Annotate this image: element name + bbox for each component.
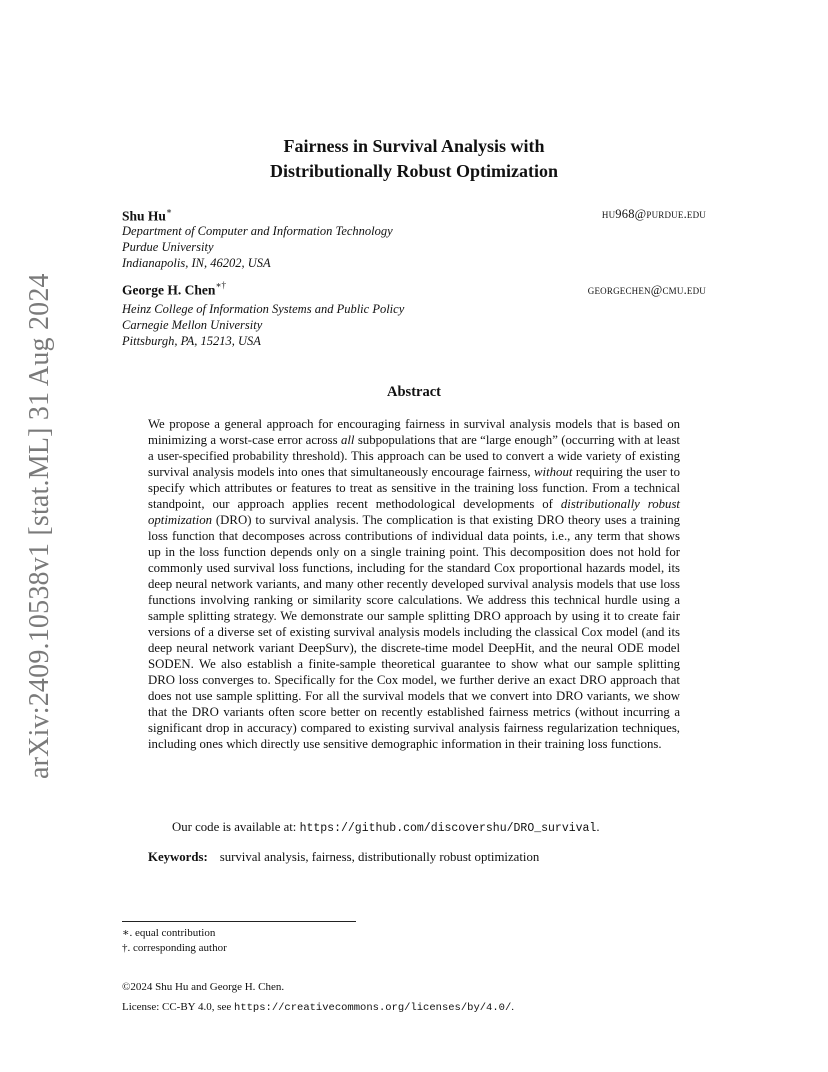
keywords [148, 850, 539, 865]
paper-title [0, 134, 828, 184]
affiliation-line: Pittsburgh, PA, 15213, USA [122, 334, 261, 348]
copyright: ©2024 Shu Hu and George H. Chen. [122, 981, 285, 993]
author-1-name: Shu Hu∗ [122, 206, 173, 224]
abstract-body: We propose a general approach for encouraging fairness in survival analysis models that is based on minimizing a worst-case error across all subpopulations that are “large enough” (occurring with at least a user-specified probability threshold). This approach can be used to convert a wide variety of existing survival analysis models into ones that simultaneously encourage fairness, without requiring the user to specify which attributes or features to treat as sensitive in the training loss function. From a technical standpoint, our approach applies recent methodological developments of distributionally robust optimization (DRO) to survival analysis. The complication is that existing DRO theory uses a training loss function that decomposes across contributions of individual data points, i.e., any term that shows up in the loss function depends only on a single training point. This decomposition does not hold for commonly used survival loss functions, including for the standard Cox proportional hazards model, its deep neural network variants, and many other recently developed survival analysis models that use loss functions involving ranking or similarity score calculations. We address this technical hurdle using a sample splitting strategy. We demonstrate our sample splitting DRO approach by using it to create fair versions of a diverse set of existing survival analysis models including the classical Cox model (and its deep neural network variant DeepSurv), the discrete-time model DeepHit, and the neural ODE model SODEN. We also establish a finite-sample theoretical guarantee to show what our sample splitting DRO loss converges to. Specifically for the Cox model, we further derive an exact DRO approach that does not use sample splitting. For all the survival models that we convert into DRO variants, we show that the DRO variants often score better on recently established fairness metrics (without incurring a significant drop in accuracy) compared to existing survival analysis fairness regularization techniques, including ones which directly use sensitive demographic information in their training loss functions. [148, 417, 680, 751]
affiliation-line: Indianapolis, IN, 46202, USA [122, 256, 271, 270]
emphasis: all [340, 433, 355, 447]
affiliation-line: Heinz College of Information Systems and Public Policy [122, 302, 405, 316]
emphasis: without [534, 465, 573, 479]
author-2-email[interactable]: georgechen@cmu.edu [587, 283, 706, 297]
title-line-2: Distributionally Robust Optimization [269, 161, 559, 181]
keywords-text: survival analysis, fairness, distributionally robust optimization [219, 850, 540, 864]
author-2-name: George H. Chen∗† [122, 280, 226, 298]
footnote-2: †. corresponding author [122, 942, 227, 954]
author-1-mark: ∗ [165, 206, 173, 216]
abstract-heading: Abstract [387, 384, 441, 400]
code-availability: Our code is available at: https://github.com/discovershu/DRO_survival. [172, 820, 600, 835]
affiliation-line: Department of Computer and Information Technology [122, 224, 393, 238]
author-1-affiliation [122, 223, 393, 271]
author-2-affiliation [122, 301, 404, 349]
affiliation-line: Carnegie Mellon University [122, 318, 263, 332]
footnote-1: ∗. equal contribution [122, 927, 216, 939]
author-1-email[interactable]: hu968@purdue.edu [601, 207, 706, 221]
author-2-mark: ∗† [215, 280, 226, 290]
emphasis: distributionally robust optimization [148, 497, 680, 527]
footnote-rule [122, 921, 356, 922]
license-link[interactable]: https://creativecommons.org/licenses/by/4.0/ [234, 1002, 512, 1014]
title-line-1: Fairness in Survival Analysis with [283, 136, 545, 156]
affiliation-line: Purdue University [122, 240, 214, 254]
arxiv-stamp: arXiv:2409.10538v1 [stat.ML] 31 Aug 2024 [24, 273, 55, 779]
keywords-label: Keywords: [148, 850, 208, 864]
code-link[interactable]: https://github.com/discovershu/DRO_survival [299, 822, 597, 835]
license: License: CC-BY 4.0, see https://creativecommons.org/licenses/by/4.0/. [122, 1001, 515, 1014]
